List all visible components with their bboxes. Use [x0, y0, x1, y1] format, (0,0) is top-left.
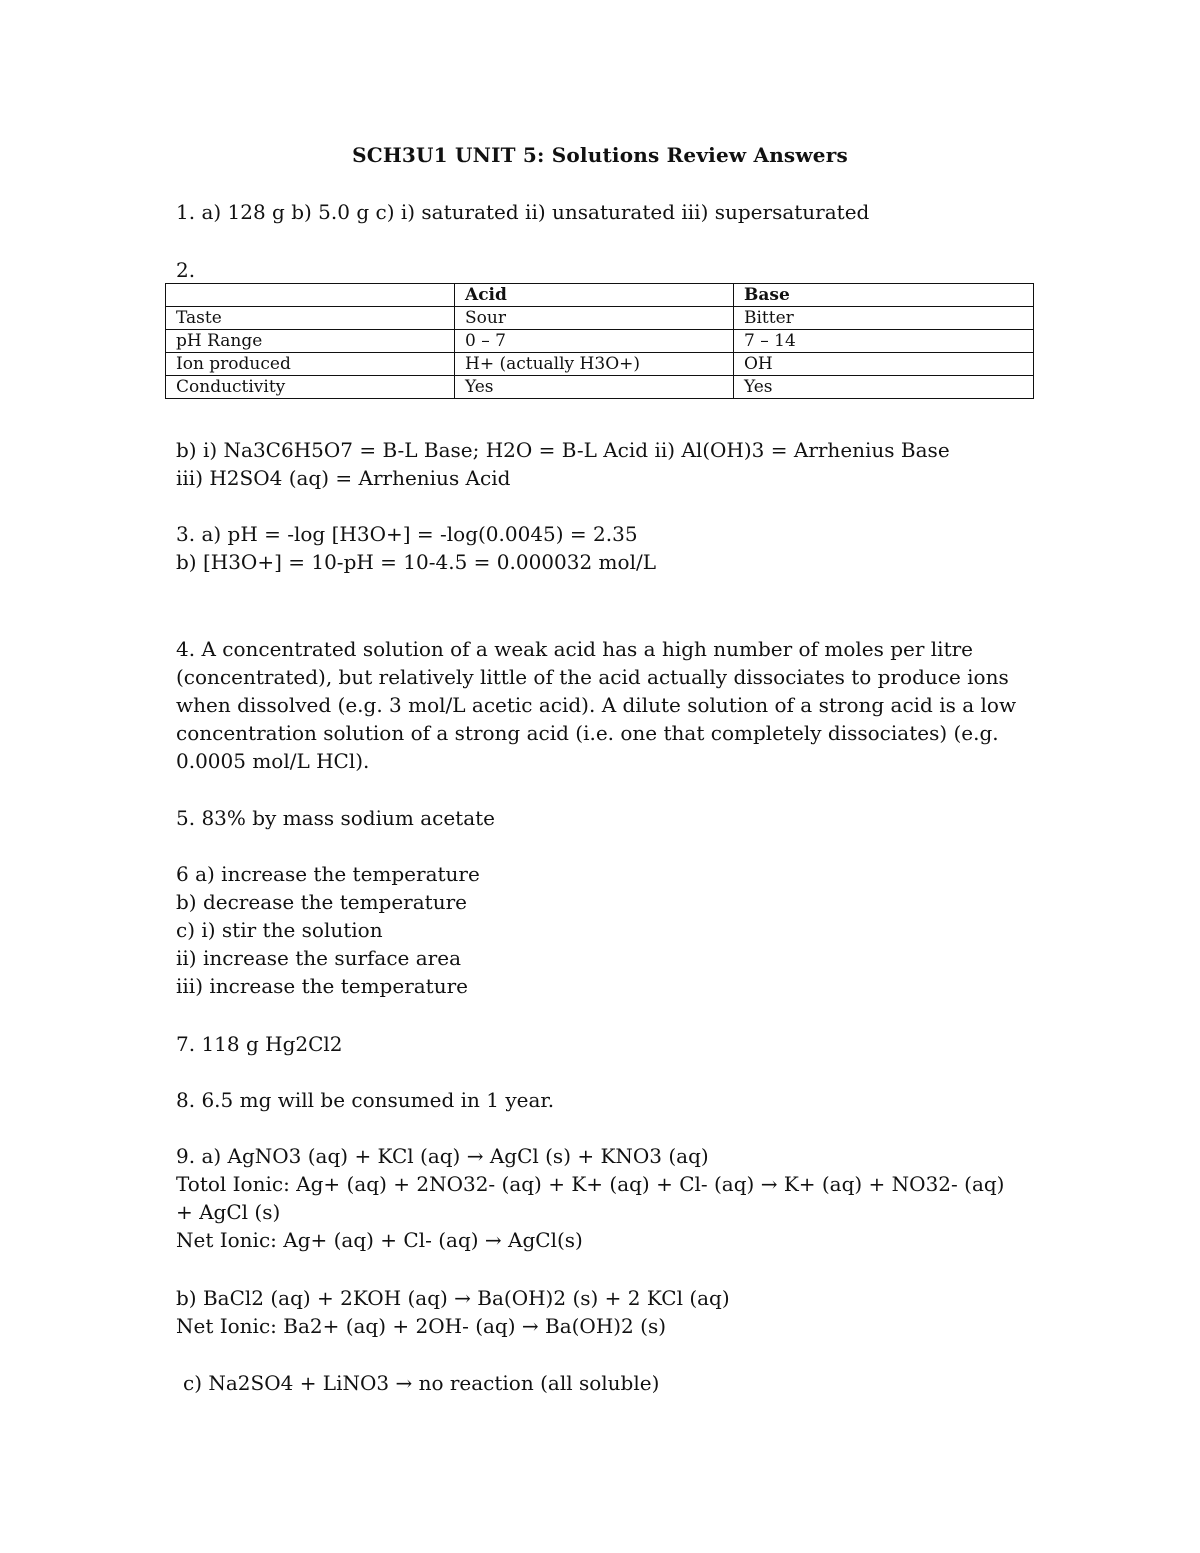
- table-header-cell: Acid: [455, 284, 734, 307]
- answer-6-c-ii: ii) increase the surface area: [176, 946, 461, 970]
- acid-base-table: [165, 283, 1034, 399]
- table-row: [166, 330, 1034, 353]
- table-header-cell: Base: [734, 284, 1034, 307]
- row-label: Conductivity: [166, 376, 455, 399]
- answer-2-label: 2.: [176, 258, 196, 282]
- table-row: [166, 307, 1034, 330]
- row-label: pH Range: [166, 330, 455, 353]
- answer-5: 5. 83% by mass sodium acetate: [176, 806, 495, 830]
- answer-1: 1. a) 128 g b) 5.0 g c) i) saturated ii) unsaturated iii) supersaturated: [176, 200, 870, 224]
- answer-9b-net-ionic: Net Ionic: Ba2+ (aq) + 2OH- (aq) → Ba(OH)2 (s): [176, 1314, 667, 1338]
- answer-9a-total-ionic-1: Totol Ionic: Ag+ (aq) + 2NO32- (aq) + K+ (aq) + Cl- (aq) → K+ (aq) + NO32- (aq): [176, 1172, 1005, 1196]
- base-cell: 7 – 14: [734, 330, 1034, 353]
- acid-cell: 0 – 7: [455, 330, 734, 353]
- base-cell: Yes: [734, 376, 1034, 399]
- answer-8: 8. 6.5 mg will be consumed in 1 year.: [176, 1088, 555, 1112]
- answer-9b: b) BaCl2 (aq) + 2KOH (aq) → Ba(OH)2 (s) + 2 KCl (aq): [176, 1286, 730, 1310]
- table-row: [166, 376, 1034, 399]
- row-label: Ion produced: [166, 353, 455, 376]
- base-cell: Bitter: [734, 307, 1034, 330]
- answer-7: 7. 118 g Hg2Cl2: [176, 1032, 343, 1056]
- answer-3a: 3. a) pH = -log [H3O+] = -log(0.0045) = 2.35: [176, 522, 638, 546]
- answer-4: 4. A concentrated solution of a weak acid has a high number of moles per litre (concentrated), but relatively little of the acid actually dissociates to produce ions when dissolved (e.g. 3 mol/L acetic acid). A dilute solution of a strong acid is a low concentration solution of a strong acid (i.e. one that completely dissociates) (e.g. 0.0005 mol/L HCl).: [176, 637, 1017, 773]
- answer-2b-line-2: iii) H2SO4 (aq) = Arrhenius Acid: [176, 466, 511, 490]
- row-label: Taste: [166, 307, 455, 330]
- acid-cell: Yes: [455, 376, 734, 399]
- base-cell: OH: [734, 353, 1034, 376]
- acid-cell: H+ (actually H3O+): [455, 353, 734, 376]
- answer-6-b: b) decrease the temperature: [176, 890, 467, 914]
- table-row: [166, 353, 1034, 376]
- answer-9c: c) Na2SO4 + LiNO3 → no reaction (all soluble): [183, 1371, 660, 1395]
- table-header-cell: [166, 284, 455, 307]
- answer-9a-net-ionic: Net Ionic: Ag+ (aq) + Cl- (aq) → AgCl(s): [176, 1228, 583, 1252]
- acid-cell: Sour: [455, 307, 734, 330]
- answer-3b: b) [H3O+] = 10-pH = 10-4.5 = 0.000032 mol/L: [176, 550, 656, 574]
- page-title: SCH3U1 UNIT 5: Solutions Review Answers: [352, 143, 848, 167]
- answer-6-c-i: c) i) stir the solution: [176, 918, 383, 942]
- table-header-row: [166, 284, 1034, 307]
- answer-9a: 9. a) AgNO3 (aq) + KCl (aq) → AgCl (s) + KNO3 (aq): [176, 1144, 709, 1168]
- answer-2b-line-1: b) i) Na3C6H5O7 = B-L Base; H2O = B-L Acid ii) Al(OH)3 = Arrhenius Base: [176, 438, 950, 462]
- answer-9a-total-ionic-2: + AgCl (s): [176, 1200, 281, 1224]
- answer-6-a: 6 a) increase the temperature: [176, 862, 480, 886]
- answer-6-c-iii: iii) increase the temperature: [176, 974, 468, 998]
